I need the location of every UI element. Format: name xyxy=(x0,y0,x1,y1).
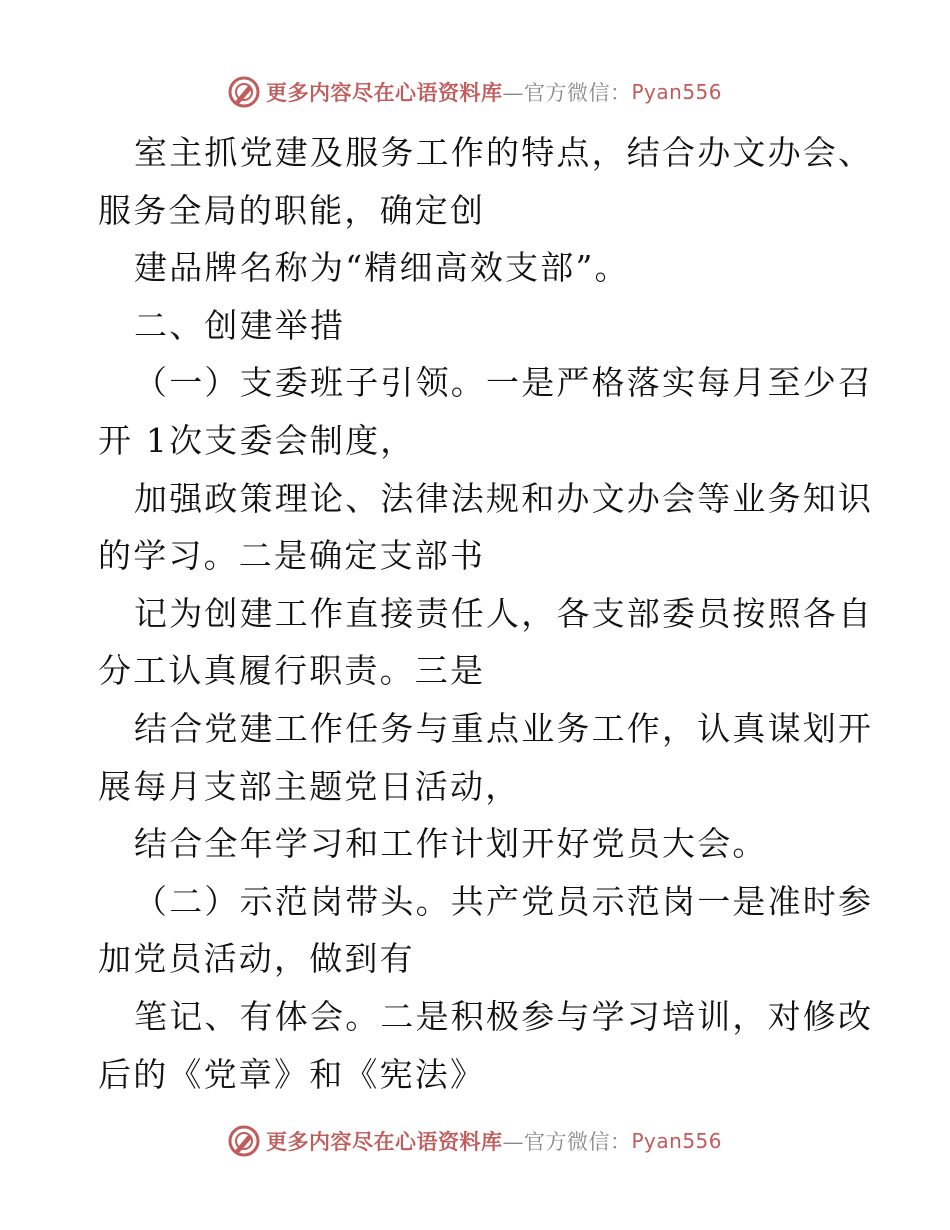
section-heading xyxy=(98,297,878,355)
paragraph-line: 加党员活动，做到有 xyxy=(98,939,415,979)
paragraph-line: 的学习。二是确定支部书 xyxy=(98,536,486,576)
paragraph-line: （一）支委班子引领。一是严格落实每月至少召 xyxy=(134,363,874,403)
paragraph-line: （二）示范岗带头。共产党员示范岗一是准时参 xyxy=(134,881,874,921)
paragraph xyxy=(98,585,878,700)
document-body xyxy=(98,124,878,1103)
watermark-header xyxy=(0,72,950,112)
paragraph xyxy=(98,354,878,469)
paragraph-line: 服务全局的职能，确定创 xyxy=(98,190,486,230)
paragraph xyxy=(98,988,878,1103)
paragraph-line: 开 1次支委会制度， xyxy=(98,420,416,460)
watermark-wechat-id: Pyan556 xyxy=(631,1129,722,1153)
pen-logo-icon xyxy=(228,1125,260,1157)
paragraph xyxy=(98,124,878,239)
paragraph xyxy=(98,873,878,988)
watermark-text: 更多内容尽在心语资料库 xyxy=(265,1129,503,1154)
paragraph-line: 加强政策理论、法律法规和办文办会等业务知识 xyxy=(134,478,874,518)
paragraph-line: 结合全年学习和工作计划开好党员大会。 xyxy=(134,824,768,864)
paragraph-line: 结合党建工作任务与重点业务工作，认真谋划开 xyxy=(134,708,874,748)
paragraph xyxy=(98,815,878,873)
paragraph xyxy=(98,470,878,585)
paragraph-line: 二、创建举措 xyxy=(134,305,346,345)
paragraph-line: 后的《党章》和《宪法》 xyxy=(98,1054,486,1094)
paragraph-line: 建品牌名称为“精细高效支部”。 xyxy=(134,248,630,288)
watermark-wechat-id: Pyan556 xyxy=(631,80,722,104)
paragraph-line: 展每月支部主题党日活动， xyxy=(98,766,521,806)
paragraph-line: 记为创建工作直接责任人，各支部委员按照各自 xyxy=(134,593,874,633)
paragraph xyxy=(98,700,878,815)
paragraph-line: 室主抓党建及服务工作的特点，结合办文办会、 xyxy=(134,133,874,172)
watermark-footer xyxy=(0,1121,950,1161)
paragraph-line: 笔记、有体会。二是积极参与学习培训，对修改 xyxy=(134,996,874,1036)
watermark-separator: —官方微信： xyxy=(502,81,632,105)
paragraph xyxy=(98,239,878,297)
watermark-separator: —官方微信： xyxy=(502,1130,632,1154)
paragraph-line: 分工认真履行职责。三是 xyxy=(98,651,486,691)
pen-logo-icon xyxy=(228,76,260,108)
watermark-text: 更多内容尽在心语资料库 xyxy=(265,80,503,105)
